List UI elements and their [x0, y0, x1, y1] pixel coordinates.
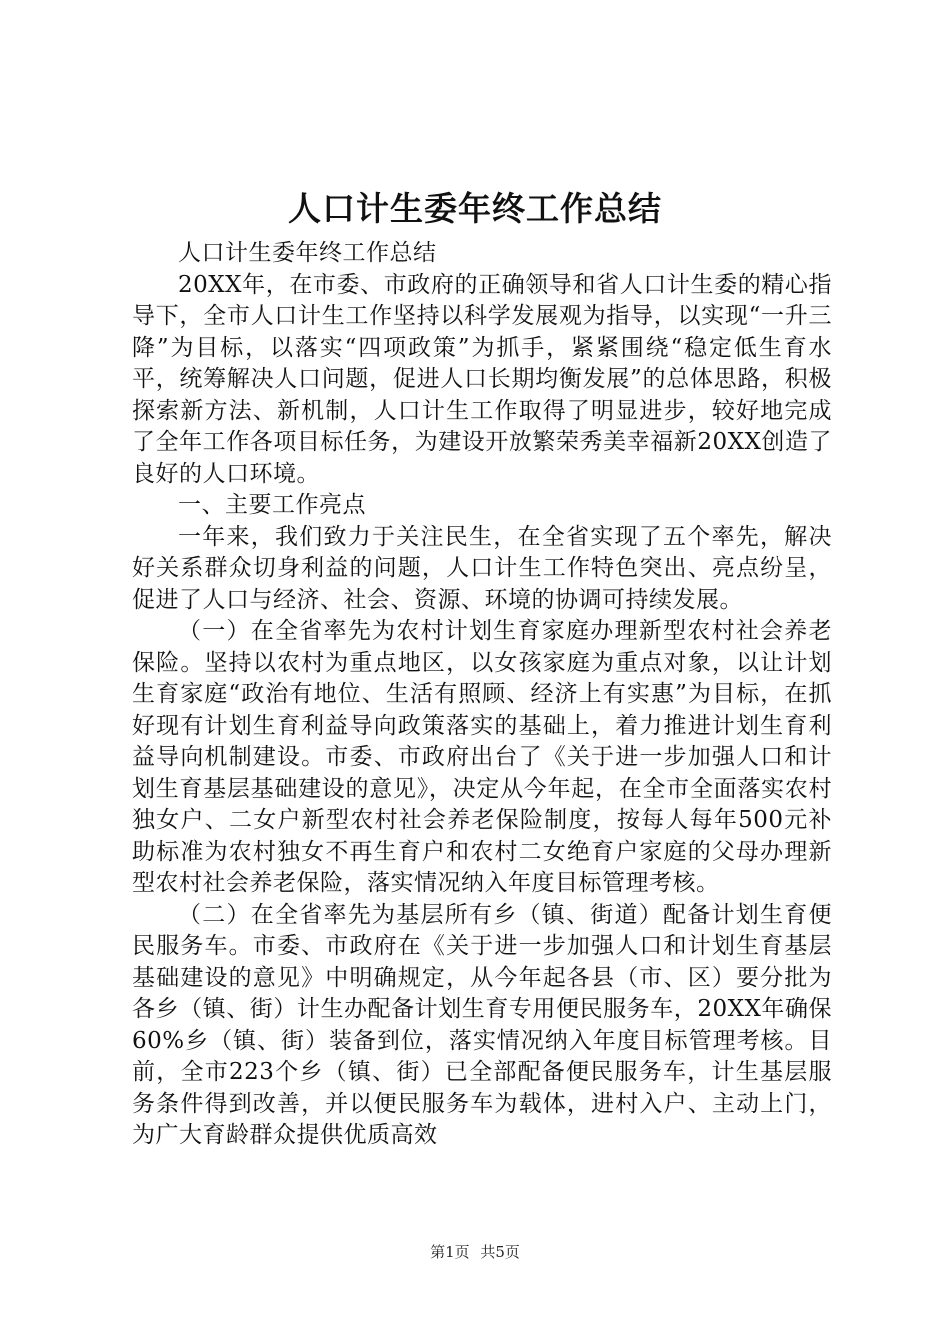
paragraph-item-1: （一）在全省率先为农村计划生育家庭办理新型农村社会养老保险。坚持以农村为重点地区，以女孩家庭为重点对象，以让计划生育家庭“政治有地位、生活有照顾、经济上有实惠”为目标，在抓好现有计划生育利益导向政策落实的基础上，着力推进计划生育利益导向机制建设。市委、市政府出台了《关于进一步加强人口和计划生育基层基础建设的意见》，决定从今年起，在全市全面落实农村独女户、二女户新型农村社会养老保险制度，按每人每年500元补助标准为农村独女不再生育户和农村二女绝育户家庭的父母办理新型农村社会养老保险，落实情况纳入年度目标管理考核。 — [132, 618, 832, 896]
paragraph-overview: 一年来，我们致力于关注民生，在全省实现了五个率先，解决好关系群众切身利益的问题，人口计生工作特色突出、亮点纷呈，促进了人口与经济、社会、资源、环境的协调可持续发展。 — [132, 523, 832, 613]
page-number: 第1页 — [430, 1243, 470, 1261]
document-body — [132, 238, 832, 1152]
paragraph-intro: 20XX年，在市委、市政府的正确领导和省人口计生委的精心指导下，全市人口计生工作坚持以科学发展观为指导，以实现“一升三降”为目标，以落实“四项政策”为抓手，紧紧围绕“稳定低生育水平，统筹解决人口问题，促进人口长期均衡发展”的总体思路，积极探索新方法、新机制，人口计生工作取得了明显进步，较好地完成了全年工作各项目标任务，为建设开放繁荣秀美幸福新20XX创造了良好的人口环境。 — [132, 271, 832, 487]
page-footer — [0, 1242, 950, 1262]
paragraph-item-2: （二）在全省率先为基层所有乡（镇、街道）配备计划生育便民服务车。市委、市政府在《关于进一步加强人口和计划生育基层基础建设的意见》中明确规定，从今年起各县（市、区）要分批为各乡（镇、街）计生办配备计划生育专用便民服务车，20XX年确保60%乡（镇、街）装备到位，落实情况纳入年度目标管理考核。目前，全市223个乡（镇、街）已全部配备便民服务车，计生基层服务条件得到改善，并以便民服务车为载体，进村入户、主动上门，为广大育龄群众提供优质高效 — [132, 901, 832, 1148]
page-total: 共5页 — [480, 1243, 520, 1261]
section-heading: 一、主要工作亮点 — [178, 492, 366, 518]
paragraph-subtitle: 人口计生委年终工作总结 — [178, 240, 437, 266]
document-title: 人口计生委年终工作总结 — [288, 189, 662, 228]
